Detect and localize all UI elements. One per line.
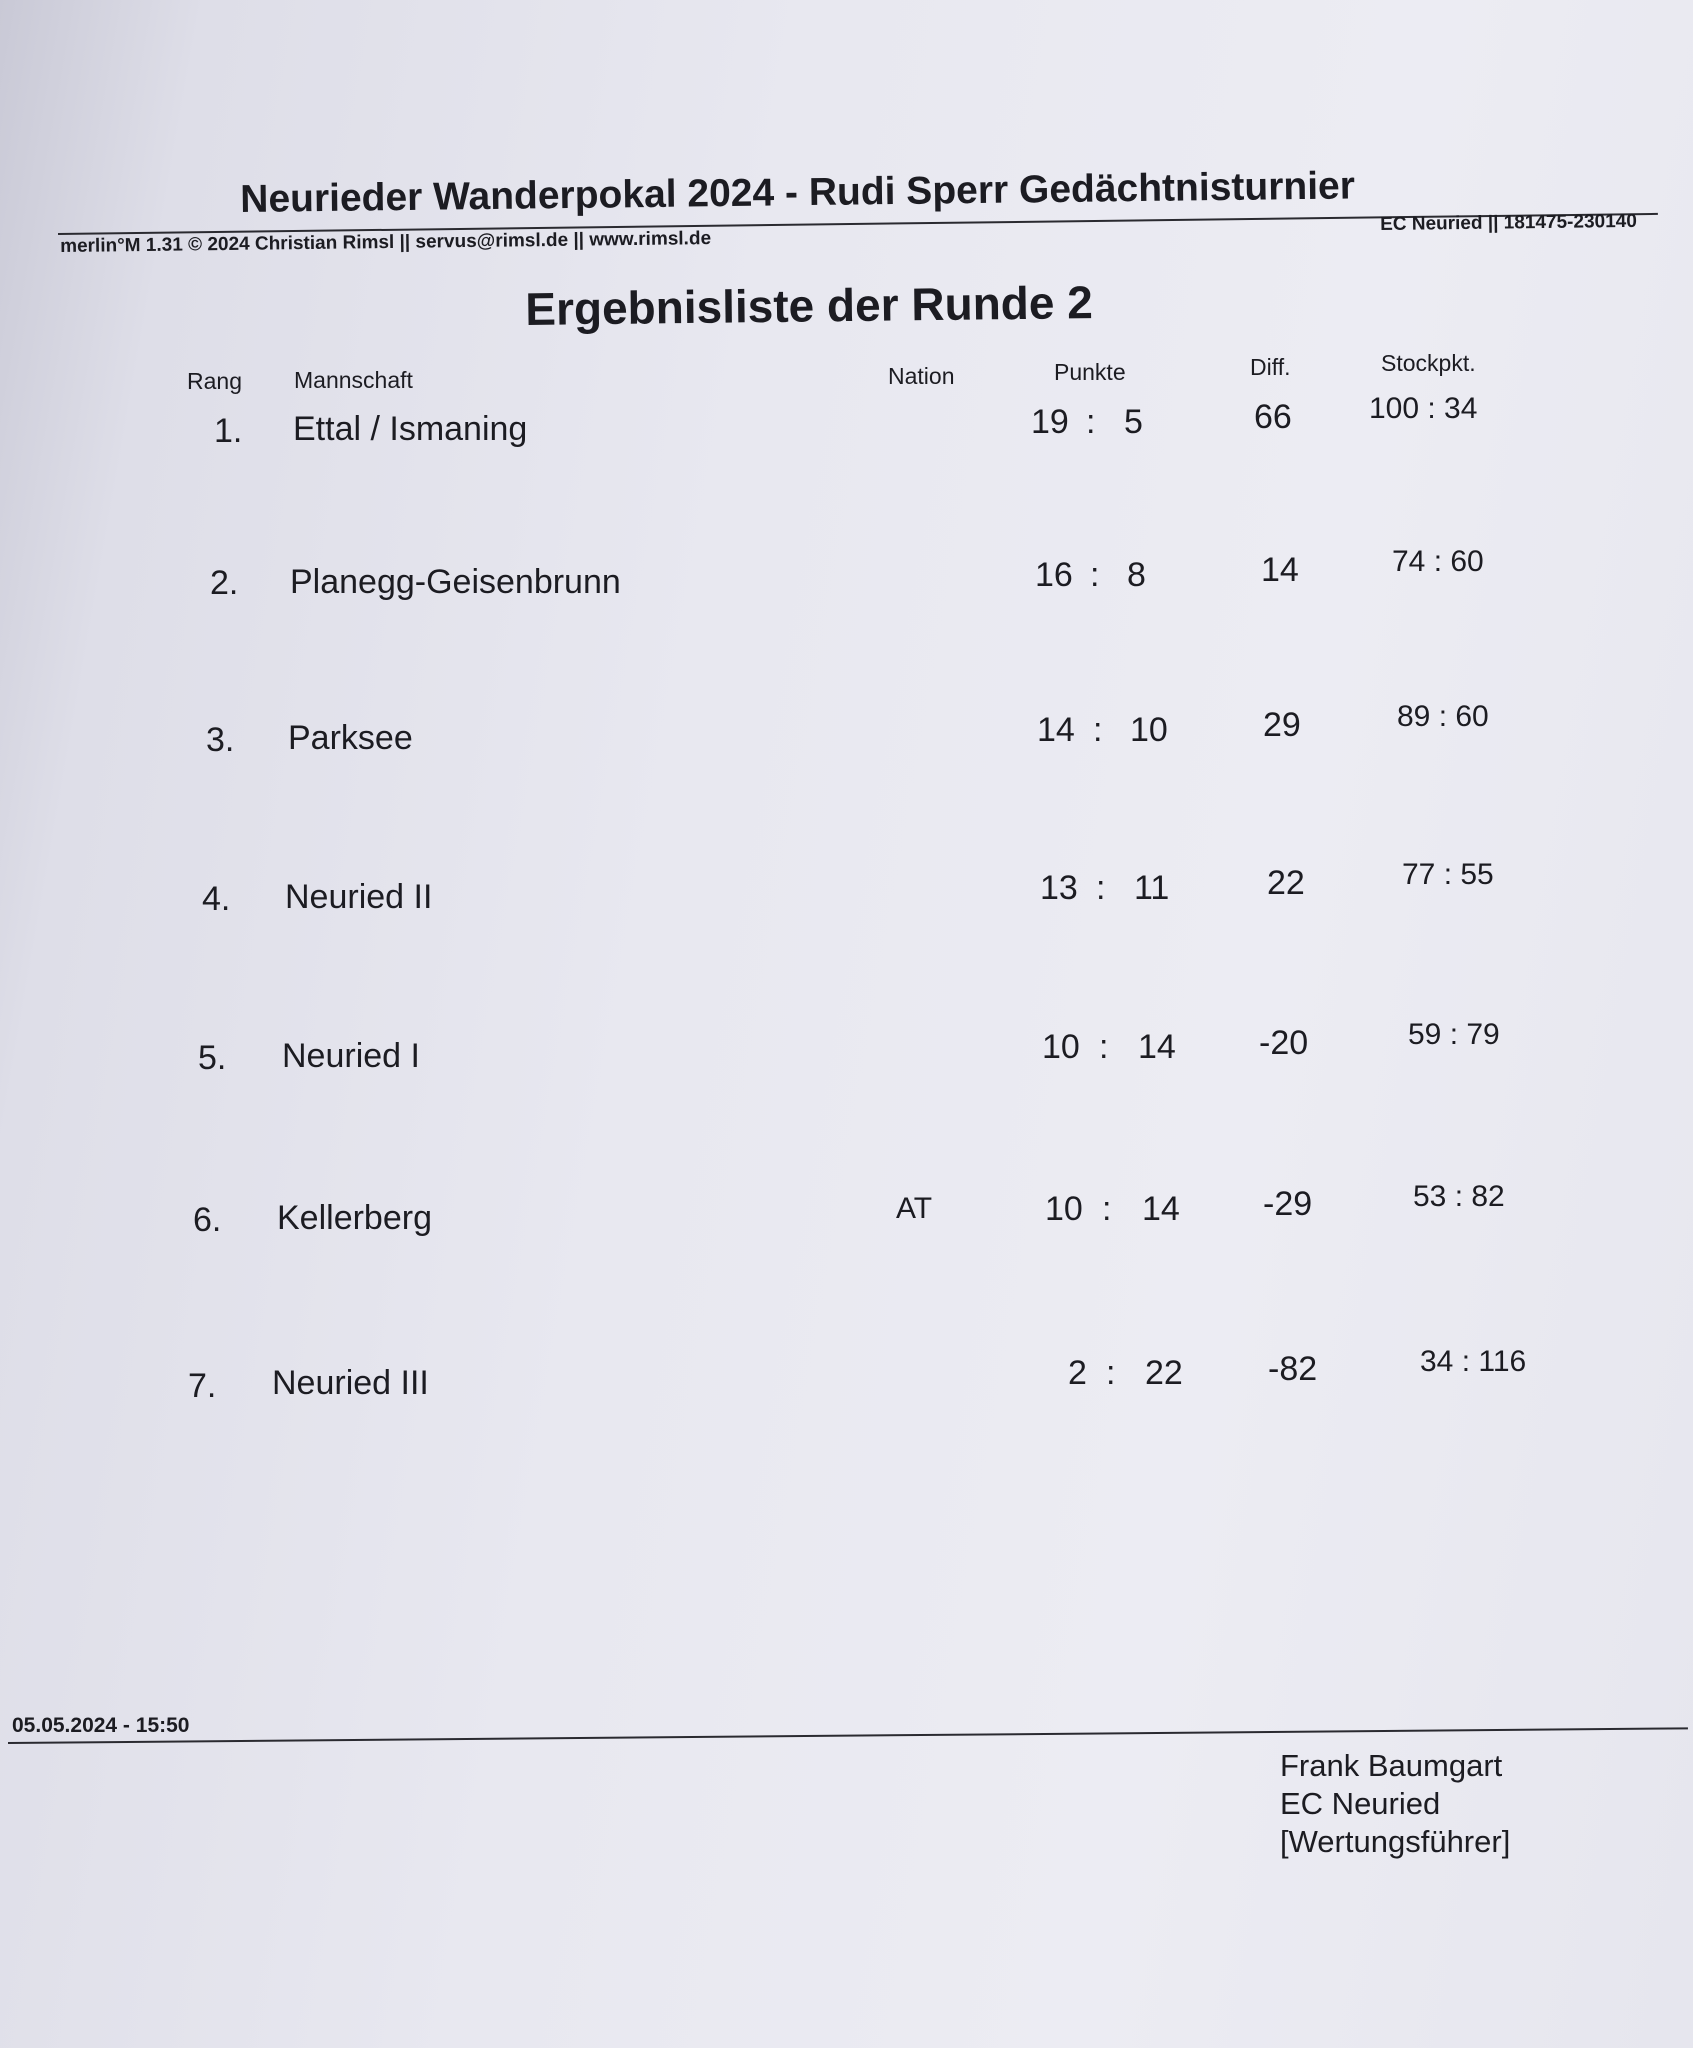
points-against-cell: 14 [1142,1190,1180,1228]
points-against-cell: 5 [1124,403,1143,441]
points-for-cell: 10 [1042,1028,1080,1066]
tournament-title: Neurieder Wanderpokal 2024 - Rudi Sperr Gedächtnisturnier [240,164,1356,221]
rank-cell: 7. [188,1367,217,1405]
stock-points-cell: 77 : 55 [1402,858,1494,891]
rank-cell: 2. [210,564,239,602]
diff-cell: 29 [1263,706,1301,744]
points-separator: : [1093,711,1103,749]
nation-cell: AT [896,1192,933,1225]
signature-name: Frank Baumgart [1280,1748,1503,1783]
stock-points-cell: 74 : 60 [1392,545,1484,578]
points-for-cell: 2 [1068,1354,1087,1392]
stock-points-cell: 89 : 60 [1397,700,1489,733]
rank-cell: 4. [202,880,231,918]
diff-cell: -82 [1268,1350,1318,1388]
column-header-team: Mannschaft [294,367,413,393]
points-for-cell: 16 [1035,556,1073,594]
column-header-diff: Diff. [1250,354,1291,380]
points-against-cell: 14 [1138,1028,1176,1066]
rank-cell: 6. [193,1201,222,1239]
stock-points-cell: 100 : 34 [1369,392,1478,425]
points-against-cell: 22 [1145,1354,1183,1392]
stock-points-cell: 53 : 82 [1413,1180,1505,1213]
points-for-cell: 10 [1045,1190,1083,1228]
team-cell: Neuried III [272,1364,429,1402]
points-separator: : [1096,869,1106,907]
stock-points-cell: 34 : 116 [1420,1345,1527,1378]
team-cell: Neuried II [285,878,433,916]
print-timestamp: 05.05.2024 - 15:50 [12,1714,190,1737]
points-separator: : [1086,403,1096,441]
points-for-cell: 19 [1031,403,1069,441]
team-cell: Parksee [288,719,413,757]
points-for-cell: 13 [1040,869,1078,907]
diff-cell: -20 [1259,1024,1309,1062]
diff-cell: 14 [1261,551,1299,589]
points-against-cell: 8 [1127,556,1146,594]
team-cell: Neuried I [282,1037,420,1075]
points-separator: : [1099,1028,1109,1066]
rank-cell: 3. [206,721,235,759]
organizer-id: EC Neuried || 181475-230140 [1380,210,1637,235]
footer-divider [8,1727,1688,1744]
signature-club: EC Neuried [1280,1786,1441,1821]
points-against-cell: 11 [1134,869,1170,907]
column-header-nation: Nation [888,363,955,389]
rank-cell: 1. [214,412,243,450]
rank-cell: 5. [198,1039,227,1077]
software-credit: merlin°M 1.31 © 2024 Christian Rimsl || servus@rimsl.de || www.rimsl.de [60,228,712,257]
column-header-points: Punkte [1054,359,1126,385]
round-title: Ergebnisliste der Runde 2 [525,276,1094,335]
points-separator: : [1090,556,1100,594]
points-separator: : [1106,1354,1116,1392]
diff-cell: 22 [1267,864,1305,902]
team-cell: Ettal / Ismaning [293,410,528,448]
signature-role: [Wertungsführer] [1280,1824,1511,1859]
stock-points-cell: 59 : 79 [1408,1018,1500,1051]
column-header-stock-points: Stockpkt. [1381,350,1476,376]
points-for-cell: 14 [1037,711,1075,749]
column-header-rank: Rang [187,368,242,394]
team-cell: Planegg-Geisenbrunn [290,563,621,601]
points-against-cell: 10 [1130,711,1168,749]
points-separator: : [1102,1190,1112,1228]
diff-cell: 66 [1254,398,1292,436]
diff-cell: -29 [1263,1185,1313,1223]
team-cell: Kellerberg [277,1199,432,1237]
